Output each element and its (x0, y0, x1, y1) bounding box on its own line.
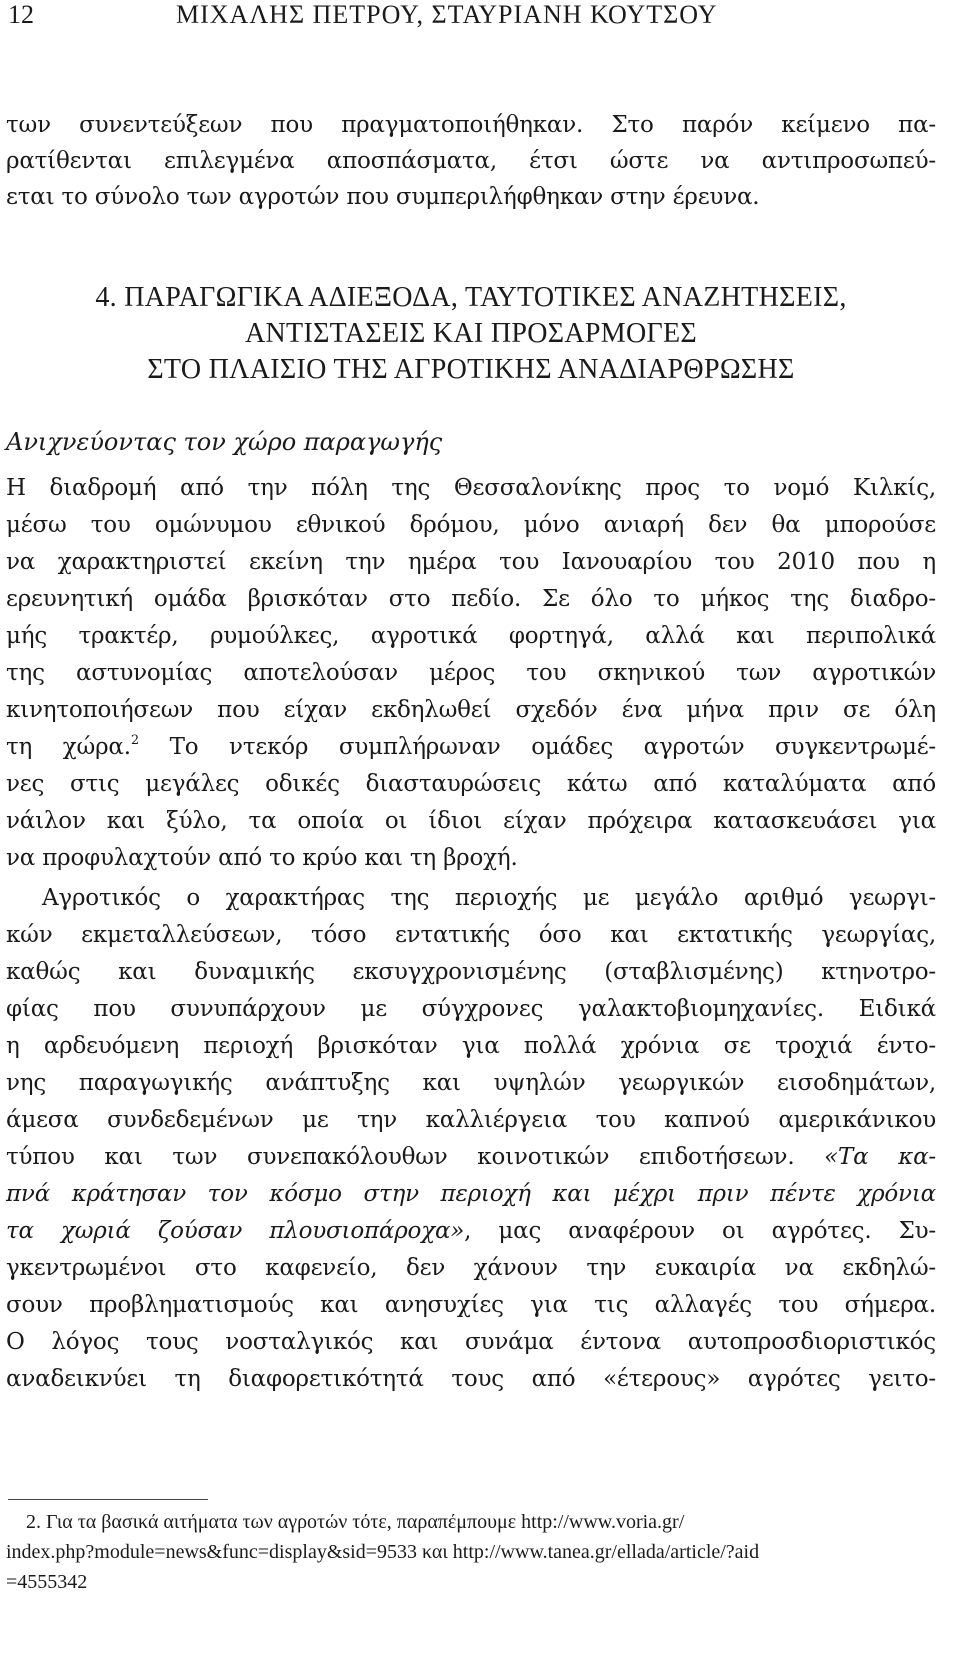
text-line: φίας που συνυπάρχουν με σύγχρονες γαλακτοβιομηχανίες. Ειδικά (6, 996, 936, 1022)
text-line: νης παραγωγικής ανάπτυξης και υψηλών γεωργικών εισοδημάτων, (6, 1070, 936, 1096)
text-line: εται το σύνολο των αγροτών που συμπεριλήφθηκαν στην έρευνα. (6, 184, 760, 210)
text-line: ερευνητική ομάδα βρισκόταν στο πεδίο. Σε όλο το μήκος της διαδρο- (6, 586, 936, 612)
section-heading-line: 4. ΠΑΡΑΓΩΓΙΚΑ ΑΔΙΕΞΟΔΑ, ΤΑΥΤΟΤΙΚΕΣ ΑΝΑΖΗΤΗΣΕΙΣ, (95, 282, 847, 313)
text-line: μής τρακτέρ, ρυμούλκες, αγροτικά φορτηγά, αλλά και περιπολικά (6, 623, 936, 649)
quote-text: τα χωριά ζούσαν πλουσιοπάροχα» (6, 1218, 465, 1244)
text-line: κινητοποιήσεων που είχαν εκδηλωθεί σχεδόν ένα μήνα πριν σε όλη (6, 697, 936, 723)
subsection-heading: Ανιχνεύοντας τον χώρο παραγωγής (6, 428, 443, 456)
text-line: γκεντρωμένοι στο καφενείο, δεν χάνουν την ευκαιρία να εκδηλώ- (6, 1255, 936, 1281)
text-line: κών εκμεταλλεύσεων, τόσο εντατικής όσο και εκτατικής γεωργίας, (6, 922, 936, 948)
running-head-authors: ΜΙΧΑΛΗΣ ΠΕΤΡΟΥ, ΣΤΑΥΡΙΑΝΗ ΚΟΥΤΣΟΥ (176, 0, 718, 29)
running-head (8, 0, 938, 30)
text-line (6, 729, 936, 765)
text-line: η αρδευόμενη περιοχή βρισκόταν για πολλά χρόνια σε τροχιά έντο- (6, 1033, 936, 1059)
text-line: αναδεικνύει τη διαφορετικότητά τους από «έτερους» αγρότες γειτο- (6, 1366, 936, 1392)
text-line: νες στις μεγάλες οδικές διασταυρώσεις κάτω από καταλύματα από (6, 771, 936, 797)
footnote-line: =4555342 (6, 1571, 88, 1593)
text-line: μέσω του ομώνυμου εθνικού δρόμου, μόνο ανιαρή δεν θα μπορούσε (6, 512, 936, 538)
text-run: , μας αναφέρουν οι αγρότες. Συ- (464, 1218, 936, 1244)
text-line: της αστυνομίας αποτελούσαν μέρος του σκηνικού των αγροτικών (6, 660, 936, 686)
section-heading-line: ΑΝΤΙΣΤΑΣΕΙΣ ΚΑΙ ΠΡΟΣΑΡΜΟΓΕΣ (245, 318, 697, 349)
text-run: τύπου και των συνεπακόλουθων κοινοτικών επιδοτήσεων. (6, 1144, 825, 1170)
text-run: Το ντεκόρ συμπλήρωναν ομάδες αγροτών συγκεντρωμέ- (138, 734, 936, 760)
text-line: να χαρακτηριστεί εκείνη την ημέρα του Ιανουαρίου του 2010 που η (6, 549, 936, 575)
page-number: 12 (8, 0, 34, 29)
text-line (6, 1213, 936, 1249)
quote-text: «Τα κα- (824, 1144, 936, 1170)
text-line: νάιλον και ξύλο, τα οποία οι ίδιοι είχαν πρόχειρα κατασκευάσει για (6, 808, 936, 834)
text-line: να προφυλαχτούν από το κρύο και τη βροχή. (6, 845, 518, 871)
text-run: τη χώρα. (6, 734, 131, 760)
section-heading-line: ΣΤΟ ΠΛΑΙΣΙΟ ΤΗΣ ΑΓΡΟΤΙΚΗΣ ΑΝΑΔΙΑΡΘΡΩΣΗΣ (147, 354, 795, 385)
text-line: ρατίθενται επιλεγμένα αποσπάσματα, έτσι ώστε να αντιπροσωπεύ- (6, 148, 936, 174)
text-line: άμεσα συνδεδεμένων με την καλλιέργεια του καπνού αμερικάνικου (6, 1107, 936, 1133)
footnote-line: index.php?module=news&func=display&sid=9533 και http://www.tanea.gr/ellada/article/?aid (6, 1541, 760, 1563)
text-line (6, 1139, 936, 1175)
text-line: Η διαδρομή από την πόλη της Θεσσαλονίκης προς το νομό Κιλκίς, (6, 475, 936, 501)
text-line: των συνεντεύξεων που πραγματοποιήθηκαν. Στο παρόν κείμενο πα- (6, 112, 936, 138)
footnote-line: 2. Για τα βασικά αιτήματα των αγροτών τότε, παραπέμπουμε http://www.voria.gr/ (6, 1511, 685, 1533)
text-line: Ο λόγος τους νοσταλγικός και συνάμα έντονα αυτοπροσδιοριστικός (6, 1329, 936, 1355)
text-line: σουν προβληματισμούς και ανησυχίες για τις αλλαγές του σήμερα. (6, 1292, 936, 1318)
footnote-divider (8, 1499, 208, 1500)
text-line: καθώς και δυναμικής εκσυγχρονισμένης (σταβλισμένης) κτηνοτρο- (6, 959, 936, 985)
text-line: Αγροτικός ο χαρακτήρας της περιοχής με μεγάλο αριθμό γεωργι- (42, 885, 936, 911)
quote-text: πνά κράτησαν τον κόσμο στην περιοχή και μέχρι πριν πέντε χρόνια (6, 1181, 936, 1207)
footnote-reference: 2 (130, 733, 139, 748)
